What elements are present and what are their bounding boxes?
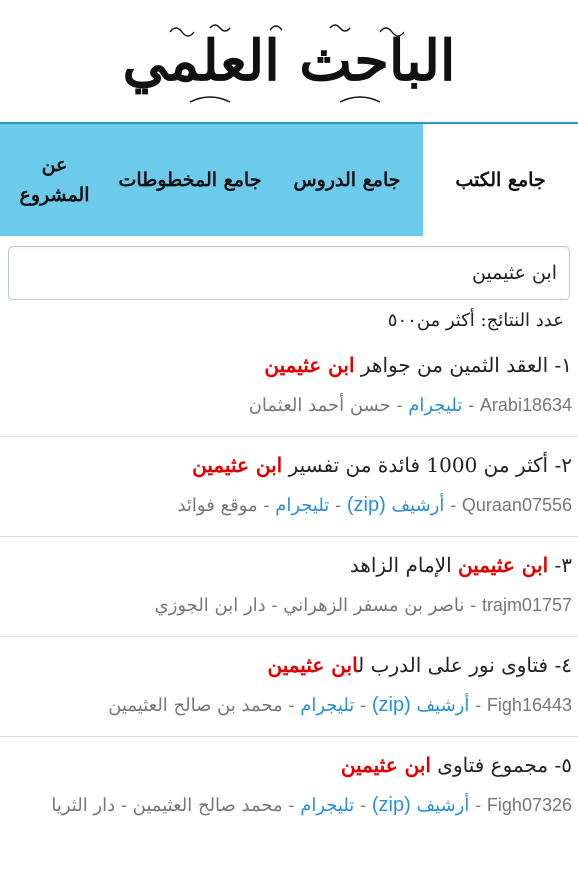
result-number: ٢- xyxy=(554,453,572,477)
result-id: Quraan07556 xyxy=(461,495,572,515)
results-list xyxy=(0,337,578,836)
archive-link[interactable]: أرشيف xyxy=(416,795,470,816)
site-logo[interactable] xyxy=(0,0,578,124)
result-author: محمد صالح العثيمين - دار الثريا xyxy=(51,795,283,816)
result-number: ١- xyxy=(554,353,572,377)
result-title[interactable] xyxy=(6,345,572,385)
archive-link[interactable]: أرشيف xyxy=(391,495,445,516)
logo-ornament-icon xyxy=(150,22,430,108)
result-title-text: العقد الثمين من جواهر xyxy=(354,353,549,377)
result-number: ٤- xyxy=(554,653,572,677)
result-id: Figh16443 xyxy=(486,695,572,715)
result-meta: Quraan07556 - أرشيف (zip) - تليجرام - موقع فوائد xyxy=(177,494,572,516)
telegram-link[interactable]: تليجرام xyxy=(275,495,330,516)
result-author: موقع فوائد xyxy=(177,495,258,516)
result-meta: trajm01757 - ناصر بن مسفر الزهراني - دار ابن الجوزي xyxy=(154,595,572,616)
result-item xyxy=(0,637,578,737)
result-item xyxy=(0,337,578,437)
result-title-highlight: ابن عثيمين xyxy=(267,653,359,677)
result-id: Arabi18634 xyxy=(479,395,572,415)
archive-link[interactable]: أرشيف xyxy=(416,695,470,716)
zip-link[interactable]: (zip) xyxy=(371,794,411,816)
search-input[interactable] xyxy=(8,246,570,300)
logo-text: الباحث العلمي xyxy=(122,28,456,94)
result-author: محمد بن صالح العثيمين xyxy=(108,695,283,716)
telegram-link[interactable]: تليجرام xyxy=(300,795,355,816)
result-title-text: مجموع فتاوى xyxy=(430,753,549,777)
result-title-highlight: ابن عثيمين xyxy=(192,453,283,477)
result-id: Figh07326 xyxy=(486,795,572,815)
result-title[interactable] xyxy=(6,745,572,785)
result-title-highlight: ابن عثيمين xyxy=(264,353,355,377)
result-author: ناصر بن مسفر الزهراني - دار ابن الجوزي xyxy=(154,595,465,616)
tab-books[interactable]: جامع الكتب xyxy=(423,124,578,236)
result-number: ٣- xyxy=(554,553,572,577)
search-area xyxy=(0,236,578,300)
result-title-rest: الإمام الزاهد xyxy=(349,553,458,577)
main-tabs xyxy=(0,124,578,236)
zip-link[interactable]: (zip) xyxy=(371,694,411,716)
result-item xyxy=(0,437,578,537)
result-title-text: أكثر من 1000 فائدة من تفسير xyxy=(282,453,549,477)
zip-link[interactable]: (zip) xyxy=(346,494,386,516)
result-title-highlight: ابن عثيمين xyxy=(340,753,431,777)
result-title[interactable] xyxy=(6,445,572,485)
result-id: trajm01757 xyxy=(481,595,572,615)
result-item xyxy=(0,737,578,836)
result-meta: Figh07326 - أرشيف (zip) - تليجرام - محمد صالح العثيمين - دار الثريا xyxy=(51,794,572,816)
results-count: عدد النتائج: أكثر من٥٠٠ xyxy=(387,310,564,331)
result-title[interactable] xyxy=(6,545,572,585)
result-meta: Figh16443 - أرشيف (zip) - تليجرام - محمد بن صالح العثيمين xyxy=(108,694,572,716)
telegram-link[interactable]: تليجرام xyxy=(300,695,355,716)
result-author: حسن أحمد العثمان xyxy=(248,395,391,416)
tab-about[interactable]: عن المشروع xyxy=(19,153,90,206)
result-title-highlight: ابن عثيمين xyxy=(457,553,549,577)
result-meta: Arabi18634 - تليجرام - حسن أحمد العثمان xyxy=(248,395,572,416)
telegram-link[interactable]: تليجرام xyxy=(408,395,463,416)
result-title-text: فتاوى نور على الدرب ل xyxy=(358,653,549,677)
tab-manuscripts[interactable]: جامع المخطوطات xyxy=(118,168,262,191)
result-number: ٥- xyxy=(554,753,572,777)
result-item xyxy=(0,537,578,637)
result-title[interactable] xyxy=(6,645,572,685)
tab-lessons[interactable]: جامع الدروس xyxy=(293,168,401,191)
